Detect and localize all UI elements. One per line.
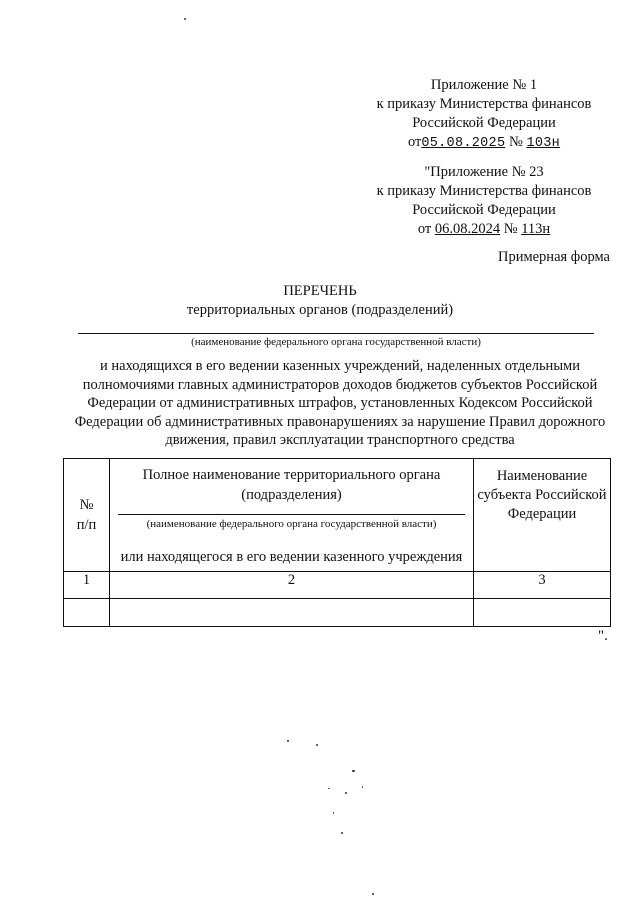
closing-quote-mark: ". <box>598 628 608 644</box>
header-name-rule <box>118 514 465 515</box>
form-note: Примерная форма <box>497 249 610 265</box>
column-number-cell: 1 <box>64 572 110 599</box>
authority-name-caption: (наименование федерального органа государственной власти) <box>191 336 481 348</box>
authority-name-line <box>78 333 594 334</box>
table-row <box>64 599 611 627</box>
header-name-cell <box>110 459 474 572</box>
document-subheading: территориальных органов (подразделений) <box>186 302 454 318</box>
scan-speck <box>184 18 186 20</box>
table-cell <box>110 599 474 627</box>
scan-speck <box>362 786 363 788</box>
header-subject-cell: Наименование субъекта Российской Федерации <box>474 459 611 572</box>
header-name-suffix: или находящегося в его ведении казенного учреждения <box>120 549 463 565</box>
scan-speck <box>316 744 318 746</box>
appendix-previous-date: 06.08.2024 <box>434 221 501 237</box>
column-number-cell: 2 <box>110 572 474 599</box>
document-description: и находящихся в его ведении казенных учреждений, наделенных отдельными полномочиями главных администраторов доходов бюджетов субъектов Российской Федерации от административных штрафов, установленных Кодексом Российской Федерации об административных правонарушениях за нарушение Правил дорожного движения, правил эксплуатации транспортного средства <box>74 358 606 448</box>
appendix-current <box>360 76 608 153</box>
appendix-previous-line2: к приказу Министерства финансов <box>376 183 592 199</box>
document-heading: ПЕРЕЧЕНЬ <box>283 283 357 299</box>
header-name-caption: (наименование федерального органа государственной власти) <box>146 518 437 530</box>
appendix-current-line3: Российской Федерации <box>412 115 556 131</box>
scan-speck <box>287 740 289 742</box>
appendix-current-date: 05.08.2025 <box>421 136 506 151</box>
table-row <box>64 572 611 599</box>
appendix-previous-date-line <box>360 220 608 239</box>
scan-speck <box>372 893 374 895</box>
table-header-row <box>64 459 611 572</box>
appendix-current-date-line <box>360 133 608 153</box>
table-cell <box>64 599 110 627</box>
appendix-current-line2: к приказу Министерства финансов <box>376 96 592 112</box>
header-name-title: Полное наименование территориального органа (подразделения) <box>142 467 441 503</box>
scan-speck <box>341 832 343 834</box>
scan-speck <box>328 788 330 789</box>
scan-speck <box>345 792 347 794</box>
header-number-label: п/п <box>76 517 97 533</box>
appendix-current-line1: Приложение № 1 <box>430 77 538 93</box>
list-table <box>63 458 611 627</box>
table-cell <box>474 599 611 627</box>
appendix-previous-number: 113н <box>521 221 551 237</box>
number-prefix: № <box>503 221 518 237</box>
header-number-cell <box>64 459 110 572</box>
appendix-previous <box>360 163 608 239</box>
appendix-previous-line1: "Приложение № 23 <box>424 164 544 180</box>
scan-speck <box>352 770 355 772</box>
column-number-cell: 3 <box>474 572 611 599</box>
appendix-previous-line3: Российской Федерации <box>412 202 556 218</box>
appendix-current-number: 103н <box>526 136 561 151</box>
number-prefix: № <box>508 134 523 150</box>
header-number-symbol: № <box>79 497 94 513</box>
date-prefix: от <box>417 221 432 237</box>
scan-speck <box>333 812 334 814</box>
date-prefix: от <box>407 134 422 150</box>
